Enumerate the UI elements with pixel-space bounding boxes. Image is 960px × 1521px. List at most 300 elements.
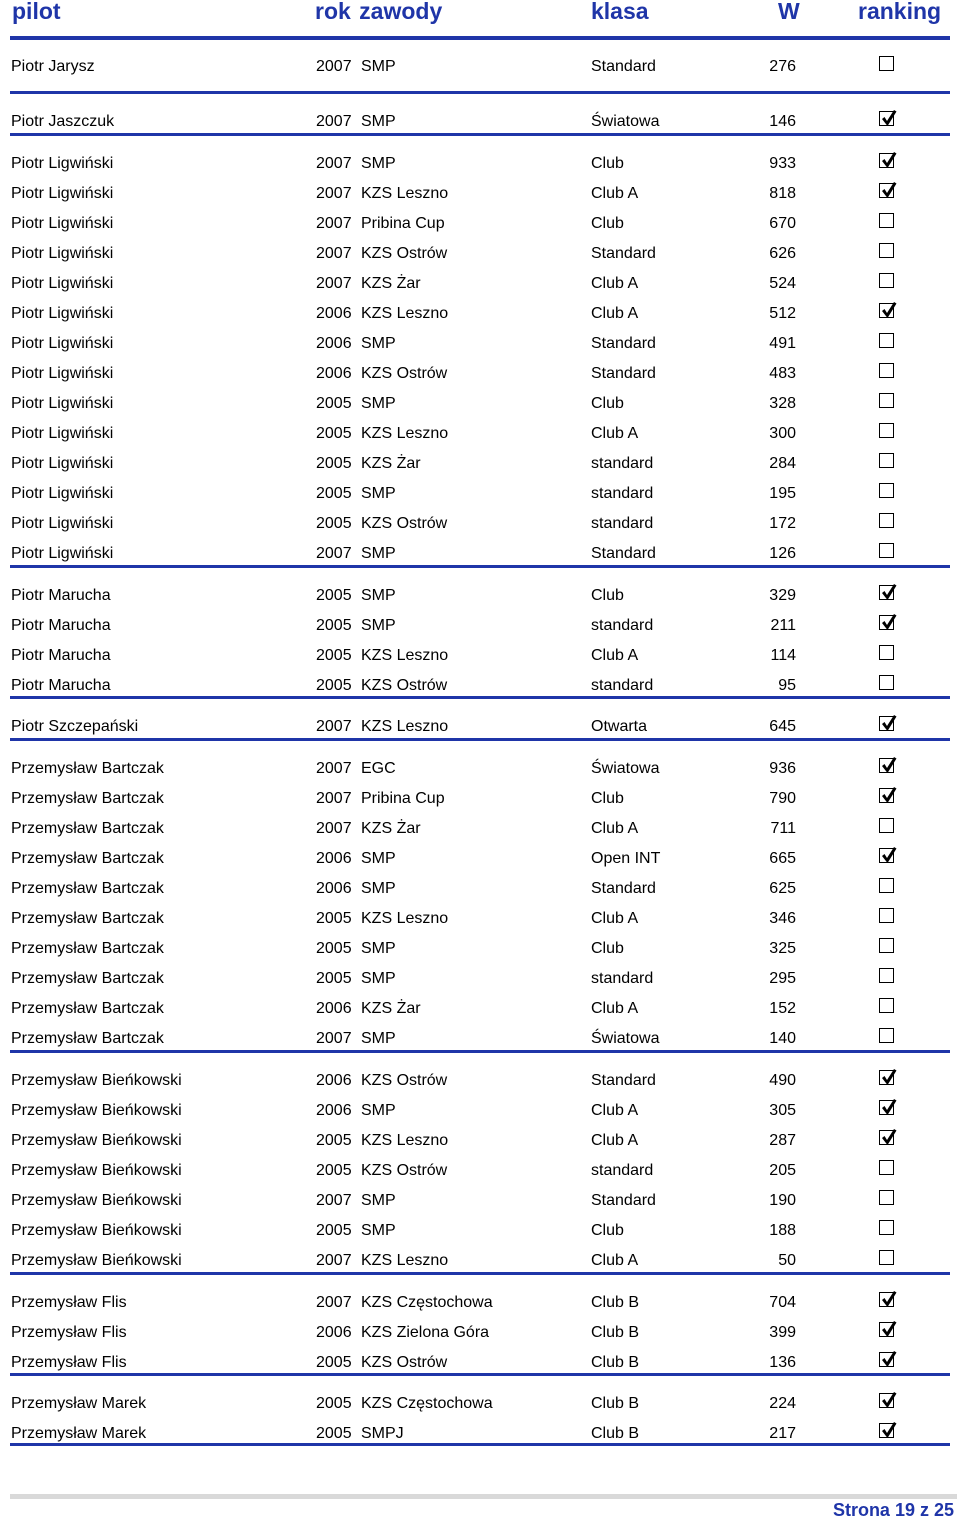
class-cell: Club bbox=[591, 790, 624, 807]
class-cell: Club B bbox=[591, 1395, 640, 1412]
ranking-checkbox[interactable] bbox=[879, 998, 894, 1013]
event-cell: SMP bbox=[361, 940, 396, 957]
year-cell: 2005 bbox=[316, 617, 352, 634]
year-cell: 2005 bbox=[316, 1162, 352, 1179]
table-row bbox=[0, 390, 960, 420]
table-row bbox=[0, 150, 960, 180]
w-score-cell: 217 bbox=[769, 1425, 796, 1442]
w-score-cell: 936 bbox=[769, 760, 796, 777]
event-cell: KZS Ostrów bbox=[361, 677, 448, 694]
table-row bbox=[0, 642, 960, 672]
w-score-cell: 329 bbox=[769, 587, 796, 604]
year-cell: 2005 bbox=[316, 910, 352, 927]
class-cell: Światowa bbox=[591, 1030, 660, 1047]
year-cell: 2007 bbox=[316, 185, 352, 202]
event-cell: KZS Żar bbox=[361, 275, 421, 292]
pilot-name-cell: Piotr Ligwiński bbox=[11, 395, 114, 412]
ranking-checkbox-checked[interactable] bbox=[879, 303, 894, 318]
ranking-checkbox[interactable] bbox=[879, 675, 894, 690]
table-row bbox=[0, 1349, 960, 1379]
pilot-name-cell: Przemysław Bartczak bbox=[11, 1030, 164, 1047]
table-row bbox=[0, 420, 960, 450]
pilot-name-cell: Przemysław Marek bbox=[11, 1425, 147, 1442]
event-cell: KZS Żar bbox=[361, 1000, 421, 1017]
w-score-cell: 152 bbox=[769, 1000, 796, 1017]
event-cell: KZS Leszno bbox=[361, 910, 449, 927]
pilot-name-cell: Przemysław Flis bbox=[11, 1354, 127, 1371]
header-pilot: pilot bbox=[12, 0, 61, 24]
class-cell: Standard bbox=[591, 365, 656, 382]
ranking-checkbox[interactable] bbox=[879, 938, 894, 953]
class-cell: standard bbox=[591, 617, 654, 634]
event-cell: SMP bbox=[361, 617, 396, 634]
table-row bbox=[0, 210, 960, 240]
year-cell: 2006 bbox=[316, 880, 352, 897]
header-class: klasa bbox=[591, 0, 649, 24]
event-cell: KZS Ostrów bbox=[361, 1162, 448, 1179]
class-cell: standard bbox=[591, 515, 654, 532]
pilot-name-cell: Piotr Ligwiński bbox=[11, 455, 114, 472]
year-cell: 2007 bbox=[316, 790, 352, 807]
checkmark-icon bbox=[879, 108, 898, 128]
year-cell: 2005 bbox=[316, 485, 352, 502]
w-score-cell: 790 bbox=[769, 790, 796, 807]
w-score-cell: 295 bbox=[769, 970, 796, 987]
event-cell: SMP bbox=[361, 155, 396, 172]
ranking-checkbox[interactable] bbox=[879, 908, 894, 923]
w-score-cell: 284 bbox=[769, 455, 796, 472]
ranking-checkbox[interactable] bbox=[879, 1190, 894, 1205]
ranking-checkbox[interactable] bbox=[879, 393, 894, 408]
checkmark-icon bbox=[879, 1420, 898, 1440]
ranking-checkbox[interactable] bbox=[879, 423, 894, 438]
w-score-cell: 205 bbox=[769, 1162, 796, 1179]
w-score-cell: 305 bbox=[769, 1102, 796, 1119]
year-cell: 2005 bbox=[316, 395, 352, 412]
group-divider bbox=[10, 91, 950, 94]
header-w: W bbox=[778, 0, 800, 24]
pilot-name-cell: Piotr Ligwiński bbox=[11, 485, 114, 502]
ranking-checkbox[interactable] bbox=[879, 453, 894, 468]
event-cell: SMP bbox=[361, 335, 396, 352]
event-cell: SMP bbox=[361, 485, 396, 502]
group-divider bbox=[10, 36, 950, 40]
w-score-cell: 325 bbox=[769, 940, 796, 957]
class-cell: Club A bbox=[591, 647, 639, 664]
table-row bbox=[0, 480, 960, 510]
year-cell: 2006 bbox=[316, 305, 352, 322]
ranking-checkbox-checked[interactable] bbox=[879, 788, 894, 803]
pilot-name-cell: Piotr Marucha bbox=[11, 647, 111, 664]
year-cell: 2005 bbox=[316, 1395, 352, 1412]
table-row bbox=[0, 1217, 960, 1247]
table-row bbox=[0, 1390, 960, 1420]
event-cell: SMP bbox=[361, 58, 396, 75]
pilot-name-cell: Przemysław Bartczak bbox=[11, 820, 164, 837]
checkmark-icon bbox=[879, 713, 898, 733]
ranking-checkbox-checked[interactable] bbox=[879, 1423, 894, 1438]
year-cell: 2006 bbox=[316, 850, 352, 867]
pilot-name-cell: Piotr Ligwiński bbox=[11, 155, 114, 172]
year-cell: 2007 bbox=[316, 215, 352, 232]
table-row bbox=[0, 905, 960, 935]
ranking-checkbox-checked[interactable] bbox=[879, 1070, 894, 1085]
year-cell: 2007 bbox=[316, 718, 352, 735]
w-score-cell: 346 bbox=[769, 910, 796, 927]
w-score-cell: 512 bbox=[769, 305, 796, 322]
table-row bbox=[0, 1319, 960, 1349]
pilot-name-cell: Piotr Ligwiński bbox=[11, 305, 114, 322]
header-year-event: rok zawody bbox=[315, 0, 443, 24]
w-score-cell: 670 bbox=[769, 215, 796, 232]
year-cell: 2006 bbox=[316, 1102, 352, 1119]
table-row bbox=[0, 755, 960, 785]
class-cell: Club A bbox=[591, 305, 639, 322]
year-cell: 2007 bbox=[316, 113, 352, 130]
checkmark-icon bbox=[879, 785, 898, 805]
year-cell: 2006 bbox=[316, 1324, 352, 1341]
year-cell: 2005 bbox=[316, 677, 352, 694]
ranking-checkbox-checked[interactable] bbox=[879, 615, 894, 630]
table-row bbox=[0, 1127, 960, 1157]
event-cell: SMP bbox=[361, 850, 396, 867]
table-row bbox=[0, 270, 960, 300]
class-cell: Club A bbox=[591, 820, 639, 837]
event-cell: SMP bbox=[361, 395, 396, 412]
checkmark-icon bbox=[879, 1349, 898, 1369]
year-cell: 2007 bbox=[316, 1030, 352, 1047]
w-score-cell: 95 bbox=[778, 677, 796, 694]
pilot-name-cell: Piotr Ligwiński bbox=[11, 335, 114, 352]
event-cell: SMP bbox=[361, 587, 396, 604]
ranking-checkbox[interactable] bbox=[879, 1028, 894, 1043]
table-row bbox=[0, 785, 960, 815]
year-cell: 2006 bbox=[316, 1000, 352, 1017]
ranking-checkbox-checked[interactable] bbox=[879, 716, 894, 731]
event-cell: KZS Ostrów bbox=[361, 245, 448, 262]
pilot-name-cell: Przemysław Flis bbox=[11, 1324, 127, 1341]
checkmark-icon bbox=[879, 1390, 898, 1410]
footer-divider bbox=[10, 1494, 957, 1499]
table-row bbox=[0, 240, 960, 270]
ranking-checkbox-checked[interactable] bbox=[879, 1393, 894, 1408]
class-cell: Club B bbox=[591, 1354, 640, 1371]
ranking-checkbox[interactable] bbox=[879, 818, 894, 833]
class-cell: Standard bbox=[591, 1072, 656, 1089]
ranking-checkbox-checked[interactable] bbox=[879, 1100, 894, 1115]
ranking-checkbox-checked[interactable] bbox=[879, 1130, 894, 1145]
pilot-name-cell: Przemysław Bartczak bbox=[11, 880, 164, 897]
checkmark-icon bbox=[879, 1127, 898, 1147]
pilot-name-cell: Piotr Ligwiński bbox=[11, 185, 114, 202]
w-score-cell: 625 bbox=[769, 880, 796, 897]
pilot-name-cell: Przemysław Bartczak bbox=[11, 760, 164, 777]
w-score-cell: 195 bbox=[769, 485, 796, 502]
event-cell: KZS Leszno bbox=[361, 647, 449, 664]
w-score-cell: 490 bbox=[769, 1072, 796, 1089]
ranking-checkbox-checked[interactable] bbox=[879, 111, 894, 126]
ranking-checkbox[interactable] bbox=[879, 543, 894, 558]
table-row bbox=[0, 330, 960, 360]
year-cell: 2007 bbox=[316, 58, 352, 75]
year-cell: 2005 bbox=[316, 455, 352, 472]
w-score-cell: 172 bbox=[769, 515, 796, 532]
table-row bbox=[0, 713, 960, 743]
event-cell: SMP bbox=[361, 1102, 396, 1119]
pilot-name-cell: Przemysław Bieńkowski bbox=[11, 1132, 182, 1149]
class-cell: Open INT bbox=[591, 850, 661, 867]
ranking-checkbox-checked[interactable] bbox=[879, 183, 894, 198]
table-row bbox=[0, 53, 960, 83]
ranking-checkbox[interactable] bbox=[879, 213, 894, 228]
year-cell: 2007 bbox=[316, 1192, 352, 1209]
ranking-checkbox[interactable] bbox=[879, 483, 894, 498]
event-cell: SMP bbox=[361, 545, 396, 562]
pilot-name-cell: Przemysław Bartczak bbox=[11, 910, 164, 927]
table-row bbox=[0, 300, 960, 330]
pilot-name-cell: Piotr Marucha bbox=[11, 617, 111, 634]
class-cell: Club bbox=[591, 1222, 624, 1239]
event-cell: KZS Leszno bbox=[361, 1132, 449, 1149]
table-row bbox=[0, 540, 960, 570]
pilot-name-cell: Przemysław Bieńkowski bbox=[11, 1162, 182, 1179]
pilot-name-cell: Piotr Jarysz bbox=[11, 58, 95, 75]
checkmark-icon bbox=[879, 582, 898, 602]
pilot-name-cell: Piotr Jaszczuk bbox=[11, 113, 115, 130]
w-score-cell: 491 bbox=[769, 335, 796, 352]
year-cell: 2006 bbox=[316, 335, 352, 352]
class-cell: Club A bbox=[591, 1132, 639, 1149]
pilot-name-cell: Piotr Marucha bbox=[11, 587, 111, 604]
event-cell: SMP bbox=[361, 1030, 396, 1047]
ranking-checkbox[interactable] bbox=[879, 243, 894, 258]
event-cell: KZS Leszno bbox=[361, 1252, 449, 1269]
ranking-checkbox[interactable] bbox=[879, 333, 894, 348]
ranking-checkbox[interactable] bbox=[879, 968, 894, 983]
class-cell: Club B bbox=[591, 1324, 640, 1341]
event-cell: KZS Leszno bbox=[361, 185, 449, 202]
w-score-cell: 50 bbox=[778, 1252, 796, 1269]
table-row bbox=[0, 995, 960, 1025]
pilot-name-cell: Przemysław Bartczak bbox=[11, 940, 164, 957]
w-score-cell: 114 bbox=[770, 647, 796, 664]
ranking-checkbox[interactable] bbox=[879, 363, 894, 378]
pilot-name-cell: Przemysław Bieńkowski bbox=[11, 1072, 182, 1089]
class-cell: Club A bbox=[591, 1000, 639, 1017]
pilot-name-cell: Przemysław Bartczak bbox=[11, 790, 164, 807]
class-cell: standard bbox=[591, 677, 654, 694]
ranking-checkbox[interactable] bbox=[879, 56, 894, 71]
ranking-checkbox[interactable] bbox=[879, 513, 894, 528]
pilot-name-cell: Piotr Ligwiński bbox=[11, 515, 114, 532]
event-cell: Pribina Cup bbox=[361, 215, 445, 232]
checkmark-icon bbox=[879, 755, 898, 775]
pilot-name-cell: Piotr Ligwiński bbox=[11, 215, 114, 232]
year-cell: 2005 bbox=[316, 515, 352, 532]
w-score-cell: 146 bbox=[769, 113, 796, 130]
class-cell: Club A bbox=[591, 910, 639, 927]
year-cell: 2005 bbox=[316, 647, 352, 664]
ranking-checkbox-checked[interactable] bbox=[879, 585, 894, 600]
event-cell: KZS Ostrów bbox=[361, 1354, 448, 1371]
table-row bbox=[0, 1420, 960, 1450]
w-score-cell: 190 bbox=[769, 1192, 796, 1209]
checkmark-icon bbox=[879, 1289, 898, 1309]
class-cell: Otwarta bbox=[591, 718, 648, 735]
event-cell: KZS Ostrów bbox=[361, 1072, 448, 1089]
w-score-cell: 818 bbox=[769, 185, 796, 202]
class-cell: Standard bbox=[591, 245, 656, 262]
pilot-name-cell: Piotr Marucha bbox=[11, 677, 111, 694]
table-row bbox=[0, 450, 960, 480]
class-cell: Club B bbox=[591, 1294, 640, 1311]
ranking-checkbox[interactable] bbox=[879, 1160, 894, 1175]
event-cell: SMP bbox=[361, 970, 396, 987]
table-row bbox=[0, 1025, 960, 1055]
ranking-checkbox-checked[interactable] bbox=[879, 153, 894, 168]
w-score-cell: 140 bbox=[769, 1030, 796, 1047]
event-cell: KZS Ostrów bbox=[361, 515, 448, 532]
ranking-checkbox-checked[interactable] bbox=[879, 1322, 894, 1337]
class-cell: Standard bbox=[591, 335, 656, 352]
ranking-checkbox-checked[interactable] bbox=[879, 758, 894, 773]
table-row bbox=[0, 510, 960, 540]
ranking-checkbox-checked[interactable] bbox=[879, 848, 894, 863]
table-row bbox=[0, 1247, 960, 1277]
header-ranking: ranking bbox=[858, 0, 942, 24]
w-score-cell: 483 bbox=[769, 365, 796, 382]
ranking-checkbox-checked[interactable] bbox=[879, 1292, 894, 1307]
class-cell: Club bbox=[591, 940, 624, 957]
class-cell: Club A bbox=[591, 425, 639, 442]
w-score-cell: 287 bbox=[769, 1132, 796, 1149]
table-row bbox=[0, 815, 960, 845]
year-cell: 2005 bbox=[316, 1132, 352, 1149]
class-cell: Standard bbox=[591, 58, 656, 75]
table-row bbox=[0, 672, 960, 702]
class-cell: Standard bbox=[591, 880, 656, 897]
event-cell: KZS Częstochowa bbox=[361, 1395, 493, 1412]
event-cell: KZS Leszno bbox=[361, 305, 449, 322]
year-cell: 2005 bbox=[316, 1425, 352, 1442]
checkmark-icon bbox=[879, 150, 898, 170]
pilot-name-cell: Przemysław Marek bbox=[11, 1395, 147, 1412]
table-row bbox=[0, 935, 960, 965]
pilot-name-cell: Piotr Ligwiński bbox=[11, 245, 114, 262]
pilot-name-cell: Piotr Ligwiński bbox=[11, 425, 114, 442]
event-cell: KZS Leszno bbox=[361, 718, 449, 735]
table-row bbox=[0, 965, 960, 995]
checkmark-icon bbox=[879, 1097, 898, 1117]
table-row bbox=[0, 1067, 960, 1097]
table-row bbox=[0, 360, 960, 390]
class-cell: Club bbox=[591, 587, 624, 604]
class-cell: Standard bbox=[591, 545, 656, 562]
pilot-name-cell: Przemysław Flis bbox=[11, 1294, 127, 1311]
table-header bbox=[0, 0, 960, 34]
year-cell: 2007 bbox=[316, 245, 352, 262]
year-cell: 2007 bbox=[316, 1294, 352, 1311]
table-row bbox=[0, 612, 960, 642]
checkmark-icon bbox=[879, 612, 898, 632]
w-score-cell: 224 bbox=[769, 1395, 796, 1412]
event-cell: KZS Ostrów bbox=[361, 365, 448, 382]
year-cell: 2007 bbox=[316, 820, 352, 837]
table-row bbox=[0, 1289, 960, 1319]
class-cell: Club A bbox=[591, 275, 639, 292]
ranking-checkbox-checked[interactable] bbox=[879, 1352, 894, 1367]
table-row bbox=[0, 108, 960, 138]
pilot-name-cell: Przemysław Bieńkowski bbox=[11, 1192, 182, 1209]
pilot-name-cell: Przemysław Bartczak bbox=[11, 850, 164, 867]
ranking-checkbox[interactable] bbox=[879, 645, 894, 660]
year-cell: 2005 bbox=[316, 425, 352, 442]
class-cell: Światowa bbox=[591, 113, 660, 130]
class-cell: Club B bbox=[591, 1425, 640, 1442]
w-score-cell: 188 bbox=[769, 1222, 796, 1239]
pilot-name-cell: Przemysław Bieńkowski bbox=[11, 1252, 182, 1269]
year-cell: 2005 bbox=[316, 587, 352, 604]
pilot-name-cell: Przemysław Bieńkowski bbox=[11, 1222, 182, 1239]
year-cell: 2007 bbox=[316, 275, 352, 292]
w-score-cell: 704 bbox=[769, 1294, 796, 1311]
class-cell: Światowa bbox=[591, 760, 660, 777]
year-cell: 2005 bbox=[316, 940, 352, 957]
event-cell: SMP bbox=[361, 1192, 396, 1209]
year-cell: 2006 bbox=[316, 365, 352, 382]
ranking-checkbox[interactable] bbox=[879, 878, 894, 893]
class-cell: standard bbox=[591, 970, 654, 987]
pilot-name-cell: Piotr Szczepański bbox=[11, 718, 139, 735]
ranking-checkbox[interactable] bbox=[879, 1220, 894, 1235]
event-cell: KZS Zielona Góra bbox=[361, 1324, 490, 1341]
class-cell: Club bbox=[591, 155, 624, 172]
class-cell: standard bbox=[591, 485, 654, 502]
w-score-cell: 933 bbox=[769, 155, 796, 172]
class-cell: Club bbox=[591, 215, 624, 232]
checkmark-icon bbox=[879, 1067, 898, 1087]
table-row bbox=[0, 1097, 960, 1127]
class-cell: standard bbox=[591, 1162, 654, 1179]
checkmark-icon bbox=[879, 180, 898, 200]
event-cell: SMPJ bbox=[361, 1425, 404, 1442]
w-score-cell: 328 bbox=[769, 395, 796, 412]
year-cell: 2007 bbox=[316, 760, 352, 777]
year-cell: 2007 bbox=[316, 545, 352, 562]
page-number: Strona 19 z 25 bbox=[832, 1500, 954, 1520]
pilot-name-cell: Piotr Ligwiński bbox=[11, 365, 114, 382]
w-score-cell: 211 bbox=[770, 617, 796, 634]
event-cell: KZS Leszno bbox=[361, 425, 449, 442]
table-row bbox=[0, 845, 960, 875]
pilot-name-cell: Piotr Ligwiński bbox=[11, 545, 114, 562]
w-score-cell: 711 bbox=[770, 820, 796, 837]
w-score-cell: 276 bbox=[769, 58, 796, 75]
table-row bbox=[0, 180, 960, 210]
checkmark-icon bbox=[879, 845, 898, 865]
w-score-cell: 524 bbox=[769, 275, 796, 292]
w-score-cell: 626 bbox=[769, 245, 796, 262]
event-cell: SMP bbox=[361, 880, 396, 897]
event-cell: KZS Częstochowa bbox=[361, 1294, 493, 1311]
year-cell: 2006 bbox=[316, 1072, 352, 1089]
table-row bbox=[0, 582, 960, 612]
ranking-checkbox[interactable] bbox=[879, 273, 894, 288]
checkmark-icon bbox=[879, 300, 898, 320]
ranking-checkbox[interactable] bbox=[879, 1250, 894, 1265]
event-cell: Pribina Cup bbox=[361, 790, 445, 807]
checkmark-icon bbox=[879, 1319, 898, 1339]
